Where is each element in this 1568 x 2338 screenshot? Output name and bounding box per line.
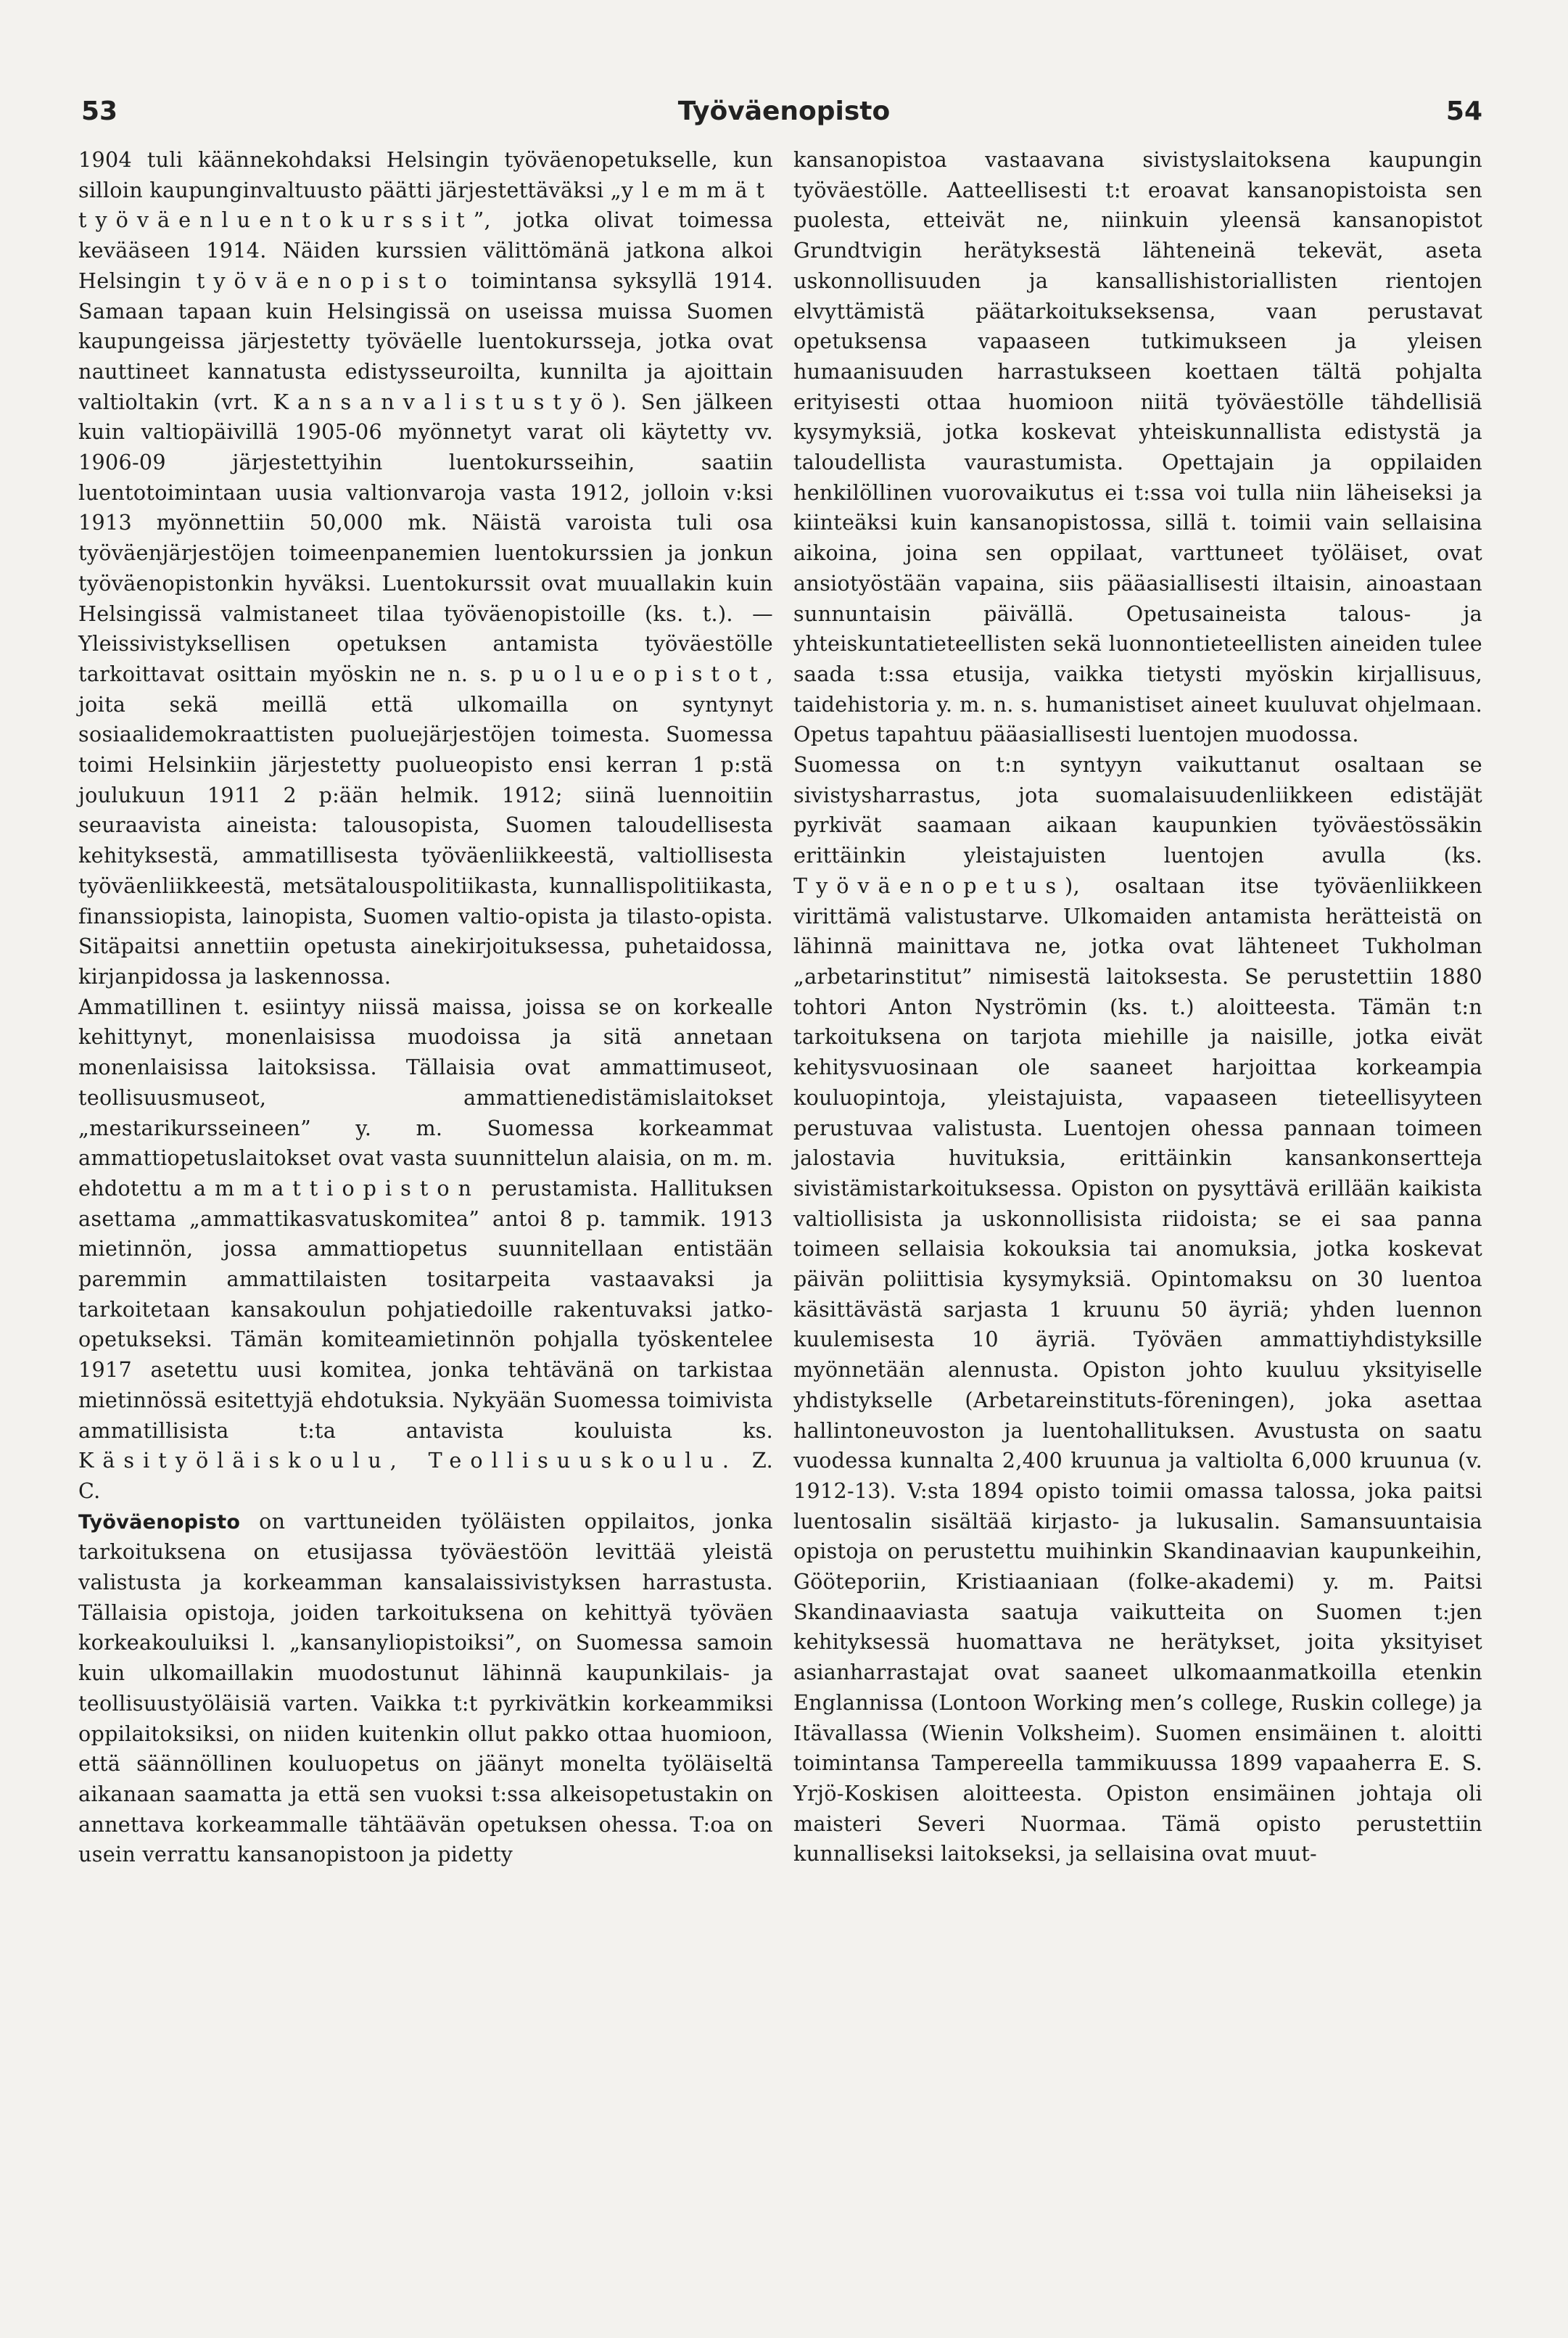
paragraph bbox=[78, 992, 773, 1507]
text-run: Suomessa on t:n syntyyn vaikuttanut osaltaan se sivistysharrastus, jota suomalaisuudenliikkeen edistäjät pyrkivät saamaan aikaan kaupunkien työväestössäkin erittäinkin yleistajuisten luentojen avulla (ks. bbox=[793, 752, 1482, 868]
spaced-emphasis: työväenopisto bbox=[196, 268, 456, 293]
text-run: perustamista. Hallituksen asettama „ammattikasvatuskomitea” antoi 8 p. tammik. 1913 mietinnön, jossa ammattiopetus suunnitellaan entistään paremmin ammattilaisten tositarpeita vastaavaksi ja tarkoitetaan kansakoulun pohjatiedoille rakentuvaksi jatko-opetukseksi. Tämän komiteamietinnön pohjalla työskentelee 1917 asetettu uusi komitea, jonka tehtävänä on tarkistaa mietinnössä esitettyjä ehdotuksia. Nykyään Suomessa toimivista ammatillisista t:ta antavista kouluista ks. bbox=[78, 1175, 773, 1443]
text-run: toimintansa syksyllä 1914. Samaan tapaan kuin Helsingissä on useissa muissa Suomen kaupungeissa järjestetty työväelle luentokursseja, jotka ovat nauttineet kannatusta edistysseuroilta, kunnilta ja ajoittain valtioltakin (vrt. bbox=[78, 268, 773, 414]
text-run: ”, jotka olivat toimessa kevääseen 1914. Näiden kurssien välittömänä jatkona alkoi Helsingin bbox=[78, 207, 773, 293]
paragraph bbox=[793, 750, 1482, 1869]
running-title: Työväenopisto bbox=[677, 96, 891, 126]
left-text-column bbox=[78, 145, 773, 2307]
paragraph bbox=[78, 145, 773, 992]
spaced-emphasis: Kansanvalistustyö bbox=[273, 389, 612, 414]
article-headword: Työväenopisto bbox=[78, 1510, 241, 1534]
right-page-number: 54 bbox=[1445, 96, 1482, 126]
page-header bbox=[0, 93, 1568, 144]
spaced-emphasis: puolueopistot bbox=[509, 661, 767, 686]
text-run: , joita sekä meillä että ulkomailla on syntynyt sosiaalidemokraattisten puoluejärjestöjen toimesta. Suomessa toimi Helsinkiin järjestetty puolueopisto ensi kerran 1 p:stä joulukuun 1911 2 p:ään helmik. 1912; siinä luennoitiin seuraavista aineista: talousopista, Suomen taloudellisesta kehityksestä, ammatillisesta työväenliikkeestä, valtiollisesta työväenliikkeestä, metsätalouspolitiikasta, kunnallispolitiikasta, finanssiopista, lainopista, Suomen valtio-opista ja tilasto-opista. Sitäpaitsi annettiin opetusta ainekirjoituksessa, puhetaidossa, kirjanpidossa ja laskennossa. bbox=[78, 661, 773, 989]
paragraph bbox=[793, 145, 1482, 750]
text-run: ). Sen jälkeen kuin valtiopäivillä 1905-06 myönnetyt varat oli käytetty vv. 1906-09 järjestettyihin luentokursseihin, saatiin luentotoimintaan uusia valtionvaroja vasta 1912, jolloin v:ksi 1913 myönnettiin 50,000 mk. Näistä varoista tuli osa työväenjärjestöjen toimeenpanemien luentokurssien ja jonkun työväenopistonkin hyväksi. Luentokurssit ovat muuallakin kuin Helsingissä valmistaneet tilaa työväenopistoille (ks. t.). — Yleissivistyksellisen opetuksen antamista työväestölle tarkoittavat osittain myöskin ne n. s. bbox=[78, 389, 773, 686]
text-run: Ammatillinen t. esiintyy niissä maissa, joissa se on korkealle kehittynyt, monenlaisissa muodoissa ja sitä annetaan monenlaisissa laitoksissa. Tällaisia ovat ammattimuseot, teollisuusmuseot, ammattienedistämislaitokset „mestarikursseineen” y. m. Suomessa korkeammat ammattiopetuslaitokset ovat vasta suunnittelun alaisia, on m. m. ehdotettu bbox=[78, 994, 773, 1201]
spaced-emphasis: Työväenopetus bbox=[793, 873, 1065, 898]
spaced-emphasis: ylemmät työväenluentokurssit bbox=[78, 177, 773, 233]
left-page-number: 53 bbox=[81, 96, 118, 126]
text-run: ), osaltaan itse työväenliikkeen virittämä valistustarve. Ulkomaiden antamista herätteistä on lähinnä mainittava ne, jotka ovat lähteneet Tukholman „arbetarinstitut” nimisestä laitoksesta. Se perustettiin 1880 tohtori Anton Nyströmin (ks. t.) aloitteesta. Tämän t:n tarkoituksena on tarjota miehille ja naisille, jotka eivät kehitysvuosinaan ole saaneet harjoittaa korkeampia kouluopintoja, yleistajuista, vapaaseen tieteellisyyteen perustuvaa valistusta. Luentojen ohessa pannaan toimeen jalostavia huvituksia, erittäinkin kansankonsertteja sivistämistarkoituksessa. Opiston on pysyttävä erillään kaikista valtiollisista ja uskonnollisista riidoista; se ei saa panna toimeen sellaisia kokouksia tai anomuksia, jotka koskevat päivän poliittisia kysymyksiä. Opintomaksu on 30 luentoa käsittävästä sarjasta 1 kruunu 50 äyriä; yhden luennon kuulemisesta 10 äyriä. Työväen ammattiyhdistyksille myönnetään alennusta. Opiston johto kuuluu yksityiselle yhdistykselle (Arbetareinstituts-föreningen), joka asettaa hallintoneuvoston ja luentohallituksen. Avustusta on saatu vuodessa kunnalta 2,400 kruunua ja valtiolta 6,000 kruunua (v. 1912-13). V:sta 1894 opisto toimii omassa talossa, joka paitsi luentosalin sisältää kirjasto- ja lukusalin. Samansuuntaisia opistoja on perustettu muihinkin Skandinaavian kaupunkeihin, Gööteporiin, Kristiaaniaan (folke-akademi) y. m. Paitsi Skandinaaviasta saatuja vaikutteita on Suomen t:jen kehityksessä huomattava ne herätykset, joita yksityiset asianharrastajat ovat saaneet ulkomaanmatkoilla etenkin Englannissa (Lontoon Working men’s college, Ruskin college) ja Itävallassa (Wienin Volksheim). Suomen ensimäinen t. aloitti toimintansa Tampereella tammikuussa 1899 vapaaherra E. S. Yrjö-Koskisen aloitteesta. Opiston ensimäinen johtaja oli maisteri Severi Nuormaa. Tämä opisto perustettiin kunnalliseksi laitokseksi, ja sellaisina ovat muut- bbox=[793, 873, 1482, 1866]
spaced-emphasis: ammattiopiston bbox=[193, 1175, 480, 1201]
text-run: Z. C. bbox=[78, 1448, 773, 1503]
paragraph bbox=[78, 1507, 773, 1870]
spaced-emphasis: Käsityöläiskoulu, Teollisuuskoulu. bbox=[78, 1448, 738, 1473]
right-text-column bbox=[793, 145, 1482, 2307]
text-run: 1904 tuli käännekohdaksi Helsingin työväenopetukselle, kun silloin kaupunginvaltuusto päätti järjestettäväksi „ bbox=[78, 147, 773, 202]
text-run: on varttuneiden työläisten oppilaitos, jonka tarkoituksena on etusijassa työväestöön levittää yleistä valistusta ja korkeamman kansalaissivistyksen harrastusta. Tällaisia opistoja, joiden tarkoituksena on kehittyä työväen korkeakouluiksi l. „kansanyliopistoiksi”, on Suomessa samoin kuin ulkomaillakin muodostunut lähinnä kaupunkilais- ja teollisuustyöläisiä varten. Vaikka t:t pyrkivätkin korkeammiksi oppilaitoksiksi, on niiden kuitenkin ollut pakko ottaa huomioon, että säännöllinen kouluopetus on jäänyt monelta työläiseltä aikanaan saamatta ja että sen vuoksi t:ssa alkeisopetustakin on annettava korkeammalle tähtäävän opetuksen ohessa. T:oa on usein verrattu kansanopistoon ja pidetty bbox=[78, 1508, 773, 1867]
text-run: kansanopistoa vastaavana sivistyslaitoksena kaupungin työväestölle. Aatteellisesti t:t eroavat kansanopistoista sen puolesta, etteivät ne, niinkuin yleensä kansanopistot Grundtvigin herätyksestä lähteneinä tekevät, aseta uskonnollisuuden ja kansallishistoriallisten rientojen elvyttämistä päätarkoitukseksensa, vaan perustavat opetuksensa vapaaseen tutkimukseen ja yleisen humaanisuuden harrastukseen koettaen tältä pohjalta erityisesti ottaa huomioon niitä työväestölle tähdellisiä kysymyksiä, jotka koskevat yhteiskunnallista edistystä ja taloudellista vaurastumista. Opettajain ja oppilaiden henkilöllinen vuorovaikutus ei t:ssa voi tulla niin läheiseksi ja kiinteäksi kuin kansanopistossa, sillä t. toimii vain sellaisina aikoina, joina sen oppilaat, varttuneet työläiset, ovat ansiotyöstään vapaina, siis pääasiallisesti iltaisin, ainoastaan sunnuntaisin päivällä. Opetusaineista talous- ja yhteiskuntatieteellisten sekä luonnontieteellisten aineiden tulee saada t:ssa etusija, vaikka tietysti myöskin kirjallisuus, taidehistoria y. m. n. s. humanistiset aineet kuuluvat ohjelmaan. Opetus tapahtuu pääasiallisesti luentojen muodossa. bbox=[793, 147, 1482, 747]
